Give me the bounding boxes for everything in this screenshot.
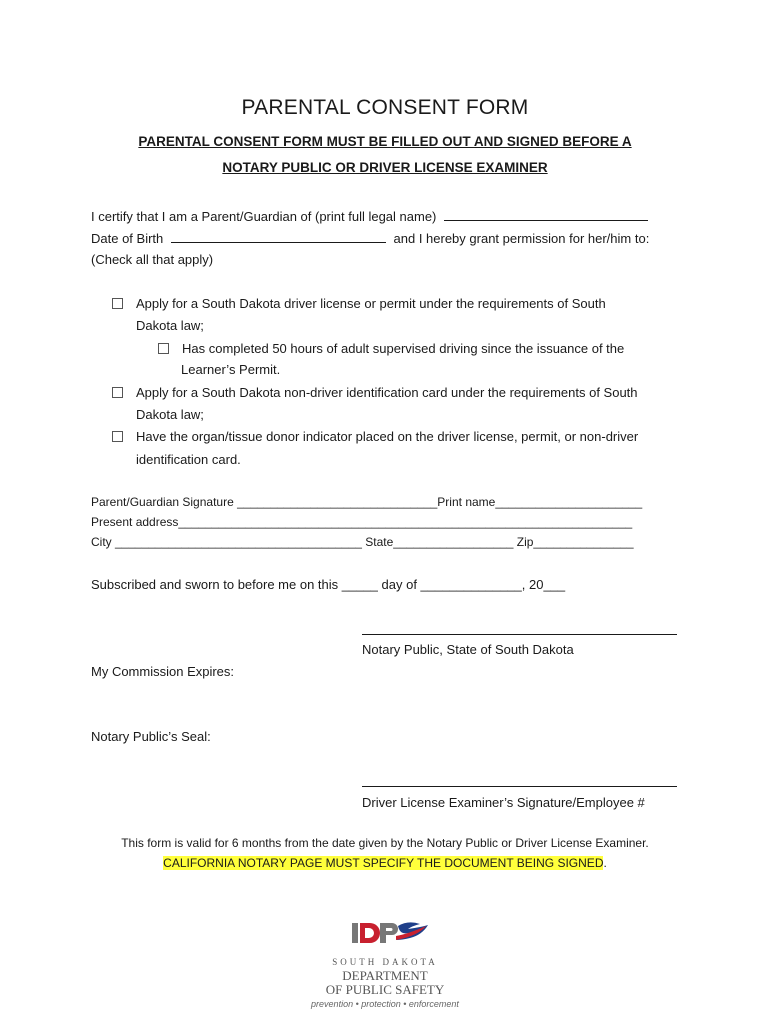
california-period: . <box>603 856 607 870</box>
option-text-cont: Learner’s Permit. <box>181 362 281 377</box>
donor-checkbox[interactable] <box>112 431 123 442</box>
examiner-signature-line[interactable] <box>362 786 677 787</box>
driver-license-checkbox[interactable] <box>112 298 123 309</box>
hours-checkbox[interactable] <box>158 343 169 354</box>
dob-line <box>91 230 649 246</box>
seal-label: Notary Public’s Seal: <box>91 729 211 744</box>
legal-name-field[interactable] <box>444 208 648 221</box>
notary-signature-line[interactable] <box>362 634 677 635</box>
california-highlight: CALIFORNIA NOTARY PAGE MUST SPECIFY THE DOCUMENT BEING SIGNED <box>163 856 604 870</box>
validity-note: This form is valid for 6 months from the date given by the Notary Public or Driver License Examiner. <box>121 836 649 850</box>
logo-public-safety: OF PUBLIC SAFETY <box>325 982 445 997</box>
certify-text: I certify that I am a Parent/Guardian of (print full legal name) <box>91 209 437 224</box>
option-text: Has completed 50 hours of adult supervised driving since the issuance of the <box>182 341 625 356</box>
page-title: PARENTAL CONSENT FORM <box>241 96 529 119</box>
logo-state: SOUTH DAKOTA <box>332 957 438 967</box>
california-note <box>0 856 770 870</box>
option-text-cont: Dakota law; <box>136 318 204 333</box>
dps-logo-icon <box>330 918 440 948</box>
option-text: Apply for a South Dakota driver license or permit under the requirements of South <box>136 296 606 311</box>
grant-text: and I hereby grant permission for her/him to: <box>393 231 650 246</box>
option-text-cont: identification card. <box>136 452 241 467</box>
dob-label: Date of Birth <box>91 231 164 246</box>
city-state-zip-field[interactable]: City _____________________________________ State__________________ Zip_______________ <box>91 535 634 549</box>
option-id-card[interactable] <box>112 385 638 400</box>
check-all-note: (Check all that apply) <box>91 252 214 267</box>
notary-label: Notary Public, State of South Dakota <box>362 642 574 657</box>
option-donor[interactable] <box>112 429 638 444</box>
option-hours[interactable] <box>158 341 624 356</box>
option-driver-license[interactable] <box>112 296 606 311</box>
signature-field[interactable]: Parent/Guardian Signature ______________________________Print name______________________ <box>91 495 643 509</box>
logo-tagline: prevention • protection • enforcement <box>311 999 459 1009</box>
id-card-checkbox[interactable] <box>112 387 123 398</box>
option-text-cont: Dakota law; <box>136 407 204 422</box>
option-text: Have the organ/tissue donor indicator placed on the driver license, permit, or non-driver <box>136 429 639 444</box>
examiner-label: Driver License Examiner’s Signature/Employee # <box>362 795 645 810</box>
subtitle-line-1: PARENTAL CONSENT FORM MUST BE FILLED OUT AND SIGNED BEFORE A <box>138 134 632 149</box>
address-field[interactable]: Present address____________________________________________________________________ <box>91 515 633 529</box>
sworn-line[interactable]: Subscribed and sworn to before me on this _____ day of ______________, 20___ <box>91 577 566 592</box>
subtitle-line-2: NOTARY PUBLIC OR DRIVER LICENSE EXAMINER <box>222 160 548 175</box>
option-text: Apply for a South Dakota non-driver identification card under the requirements of South <box>136 385 638 400</box>
commission-label: My Commission Expires: <box>91 664 235 679</box>
logo-department: DEPARTMENT <box>342 968 428 983</box>
certify-line <box>91 208 648 224</box>
dob-field[interactable] <box>171 230 386 243</box>
